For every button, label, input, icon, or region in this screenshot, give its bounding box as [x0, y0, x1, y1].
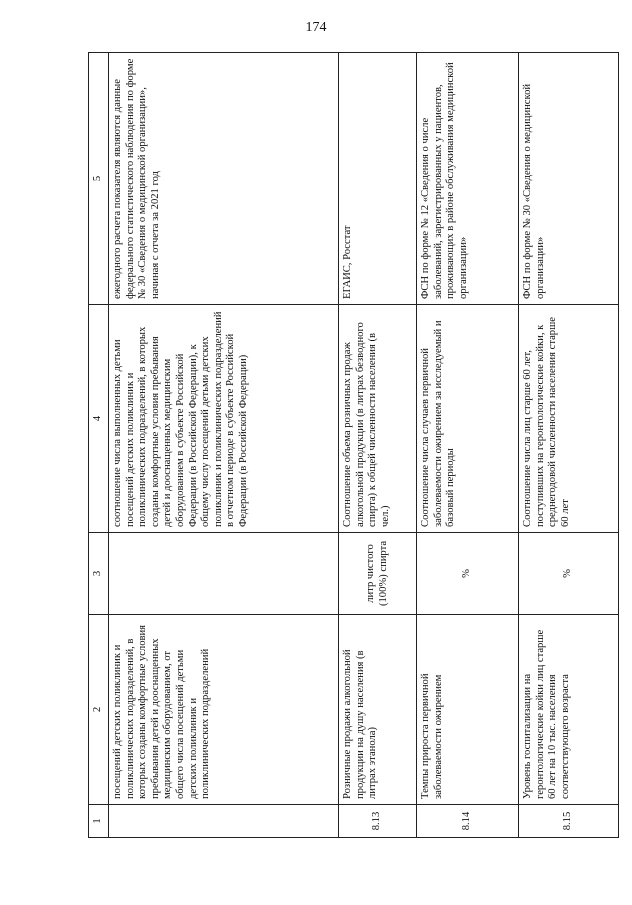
- indicator-name: Розничные продажи алкогольной продукции на душу населения (в литрах этанола): [339, 615, 417, 805]
- calculation-method: Соотношение числа лиц старше 60 лет, поступивших на геронтологические койки, к среднегодовой численности населения старше 60 лет: [519, 305, 619, 533]
- unit-of-measure: [109, 533, 339, 615]
- row-number: 8.15: [519, 805, 619, 838]
- data-source: ФСН по форме № 12 «Сведения о числе заболеваний, зарегистрированных у пациентов, проживающих в районе обслуживания медицинской организации»: [417, 53, 519, 305]
- column-header: 1: [89, 805, 109, 838]
- data-source: ежегодного расчета показателя являются данные федерального статистического наблюдения по форме № 30 «Сведения о медицинской организации», начиная с отчета за 2021 год: [109, 53, 339, 305]
- table-row: [417, 53, 519, 838]
- calculation-method: Соотношение числа случаев первичной заболеваемости ожирением за исследуемый и базовый периоды: [417, 305, 519, 533]
- table-row: [519, 53, 619, 838]
- column-header: 2: [89, 615, 109, 805]
- data-source: ЕГАИС, Росстат: [339, 53, 417, 305]
- unit-of-measure: %: [519, 533, 619, 615]
- row-number: 8.14: [417, 805, 519, 838]
- page-number: 174: [305, 20, 327, 35]
- row-number: 8.13: [339, 805, 417, 838]
- unit-of-measure: %: [417, 533, 519, 615]
- data-source: ФСН по форме № 30 «Сведения о медицинской организации»: [519, 53, 619, 305]
- calculation-method: Соотношение объема розничных продаж алкогольной продукции (в литрах безводного спирта) к общей численности населения (в чел.): [339, 305, 417, 533]
- unit-of-measure: литр чистого (100%) спирта: [339, 533, 417, 615]
- column-header: 3: [89, 533, 109, 615]
- calculation-method: соотношение числа выполненных детьми посещений детских поликлиник и поликлинических подразделений, в которых созданы комфортные условия пребывания детей и дооснащенных медицинским оборудованием в субъекте Российской Федерации (в Российской Федерации), к общему числу посещений детьми детских поликлиник и поликлинических подразделений в отчетном периоде в субъекте Российской Федерации (в Российской Федерации): [109, 305, 339, 533]
- indicator-name: посещений детских поликлиник и поликлинических подразделений, в которых созданы комфортные условия пребывания детей и дооснащенных медицинским оборудованием, от общего числа посещений детьми детских поликлиник и поликлинических подразделений: [109, 615, 339, 805]
- indicators-table: [88, 52, 619, 838]
- indicator-name: Уровень госпитализации на геронтологические койки лиц старше 60 лет на 10 тыс. населения соответствующего возраста: [519, 615, 619, 805]
- column-header: 5: [89, 53, 109, 305]
- rotated-table-container: [88, 53, 618, 838]
- table-header-row: [89, 53, 109, 838]
- row-number: [109, 805, 339, 838]
- column-header: 4: [89, 305, 109, 533]
- table-row: [339, 53, 417, 838]
- indicator-name: Темпы прироста первичной заболеваемости ожирением: [417, 615, 519, 805]
- table-row: [109, 53, 339, 838]
